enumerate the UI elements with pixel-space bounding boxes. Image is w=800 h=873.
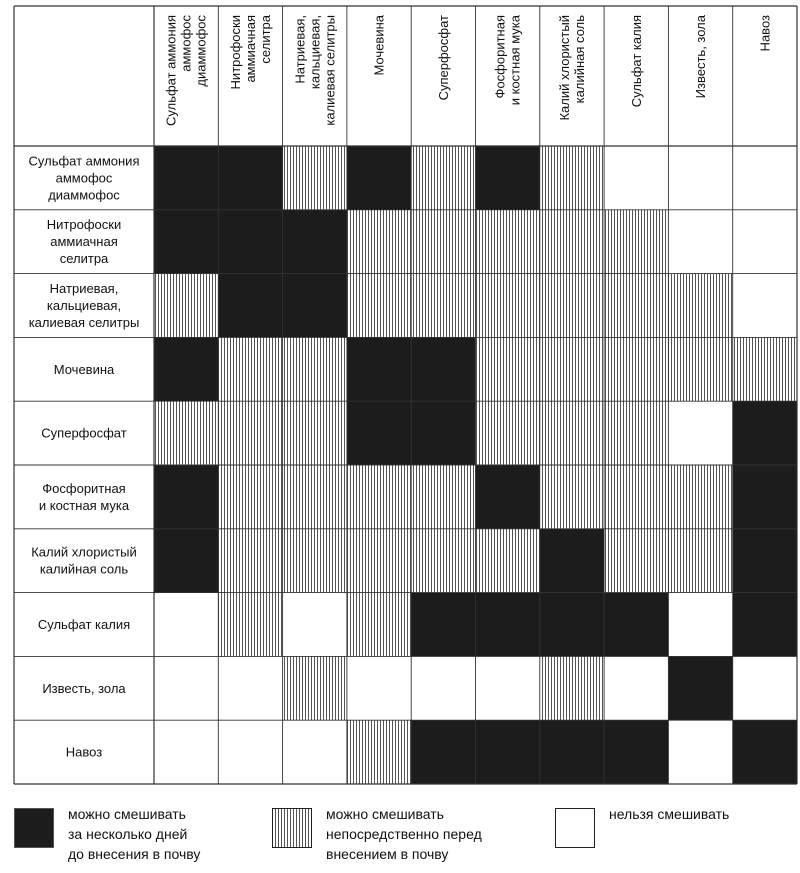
cell-mix-right-before [283, 401, 347, 465]
cell-mix-days-before [540, 529, 604, 593]
legend-item-mix-days-before [14, 808, 200, 864]
cell-mix-days-before [154, 465, 218, 529]
cell-mix-right-before [347, 274, 411, 338]
cell-mix-days-before [733, 465, 797, 529]
cell-mix-right-before [476, 401, 540, 465]
cell-mix-right-before [411, 465, 475, 529]
cell-mix-right-before [540, 656, 604, 720]
cell-incompatible [668, 593, 732, 657]
cell-mix-days-before [733, 720, 797, 784]
cell-mix-right-before [347, 593, 411, 657]
cell-mix-right-before [604, 465, 668, 529]
row-label: Нитрофоски аммиачная селитра [46, 217, 122, 267]
legend-swatch-black [14, 808, 54, 848]
cell-mix-days-before [154, 210, 218, 274]
row-label: Суперфосфат [41, 425, 127, 441]
cell-mix-right-before [604, 337, 668, 401]
cell-incompatible [154, 720, 218, 784]
legend-item-do-not-mix [555, 808, 729, 848]
cell-incompatible [733, 656, 797, 720]
cell-incompatible [411, 656, 475, 720]
column-label: Суперфосфат [435, 15, 451, 101]
cell-mix-days-before [347, 401, 411, 465]
row-label: Сульфат калия [37, 617, 131, 632]
cell-mix-days-before [218, 210, 282, 274]
cell-mix-right-before [668, 465, 732, 529]
column-label: Мочевина [371, 15, 387, 76]
cell-mix-right-before [283, 337, 347, 401]
cell-mix-days-before [540, 720, 604, 784]
cell-incompatible [218, 720, 282, 784]
cell-mix-right-before [604, 210, 668, 274]
row-label: Навоз [65, 744, 103, 760]
cell-incompatible [668, 401, 732, 465]
row-label: Мочевина [53, 361, 115, 377]
cell-mix-right-before [411, 274, 475, 338]
column-label: Сульфат калия [628, 15, 644, 108]
cell-mix-days-before [283, 210, 347, 274]
cell-mix-right-before [154, 274, 218, 338]
cell-incompatible [283, 593, 347, 657]
legend-label: можно смешивать непосредственно перед внесением в почву [326, 806, 482, 862]
cell-mix-days-before [283, 274, 347, 338]
cell-mix-right-before [668, 274, 732, 338]
cell-mix-days-before [411, 593, 475, 657]
row-label: Натриевая, кальциевая, калиевая селитры [28, 281, 140, 330]
cell-mix-days-before [476, 465, 540, 529]
cell-mix-days-before [347, 146, 411, 210]
column-label: Навоз [757, 15, 773, 52]
legend [0, 808, 800, 873]
cell-mix-right-before [347, 529, 411, 593]
cell-mix-days-before [733, 593, 797, 657]
cell-mix-days-before [476, 146, 540, 210]
cell-mix-right-before [411, 146, 475, 210]
cell-mix-right-before [733, 337, 797, 401]
column-label: Сульфат аммонияаммофосдиаммофос [163, 15, 209, 126]
cell-mix-right-before [476, 529, 540, 593]
cell-mix-days-before [347, 337, 411, 401]
cell-mix-right-before [540, 274, 604, 338]
cell-mix-days-before [218, 146, 282, 210]
cell-mix-days-before [154, 529, 218, 593]
cell-mix-right-before [411, 210, 475, 274]
cell-mix-days-before [604, 720, 668, 784]
column-label: Фосфоритнаяи костная мука [492, 15, 523, 106]
column-label: Нитрофоскиаммиачнаяселитра [227, 15, 273, 90]
cell-mix-right-before [283, 146, 347, 210]
cell-mix-right-before [668, 529, 732, 593]
cell-mix-right-before [540, 146, 604, 210]
cell-incompatible [733, 210, 797, 274]
cell-mix-right-before [476, 274, 540, 338]
cell-mix-right-before [604, 529, 668, 593]
cell-mix-days-before [733, 401, 797, 465]
cell-mix-days-before [668, 656, 732, 720]
cell-mix-days-before [604, 593, 668, 657]
cell-incompatible [604, 146, 668, 210]
cell-mix-days-before [154, 146, 218, 210]
cell-incompatible [668, 720, 732, 784]
cell-mix-right-before [604, 401, 668, 465]
cell-incompatible [154, 656, 218, 720]
cell-incompatible [733, 146, 797, 210]
cell-mix-right-before [218, 337, 282, 401]
cell-mix-days-before [476, 593, 540, 657]
cell-mix-right-before [540, 210, 604, 274]
legend-label: нельзя смешивать [609, 806, 730, 822]
cell-incompatible [476, 656, 540, 720]
column-label: Известь, зола [693, 15, 709, 99]
cell-incompatible [604, 656, 668, 720]
cell-mix-days-before [733, 529, 797, 593]
cell-mix-right-before [540, 401, 604, 465]
column-label: Натриевая,кальциевая,калиевая селитры [292, 15, 338, 126]
cell-mix-days-before [540, 593, 604, 657]
row-label: Калий хлористый калийная соль [31, 544, 137, 577]
cell-mix-right-before [218, 593, 282, 657]
cell-incompatible [283, 720, 347, 784]
cell-incompatible [668, 146, 732, 210]
cell-mix-right-before [347, 465, 411, 529]
legend-swatch-hatched [272, 808, 312, 848]
cell-mix-days-before [154, 337, 218, 401]
cell-incompatible [347, 656, 411, 720]
cell-mix-right-before [283, 465, 347, 529]
cell-incompatible [668, 210, 732, 274]
cell-mix-days-before [411, 401, 475, 465]
legend-item-mix-right-before [272, 808, 482, 864]
cell-mix-right-before [283, 656, 347, 720]
cell-mix-right-before [218, 529, 282, 593]
cell-mix-days-before [476, 720, 540, 784]
cell-mix-right-before [347, 210, 411, 274]
cell-mix-right-before [218, 401, 282, 465]
cell-mix-right-before [476, 337, 540, 401]
cell-mix-right-before [476, 210, 540, 274]
cell-mix-right-before [154, 401, 218, 465]
cell-mix-right-before [218, 465, 282, 529]
cell-mix-right-before [347, 720, 411, 784]
cell-mix-right-before [604, 274, 668, 338]
cell-mix-days-before [411, 720, 475, 784]
cell-incompatible [218, 656, 282, 720]
cell-mix-right-before [411, 529, 475, 593]
cell-incompatible [154, 593, 218, 657]
cell-mix-days-before [218, 274, 282, 338]
cell-mix-days-before [411, 337, 475, 401]
legend-swatch-empty [555, 808, 595, 848]
row-label: Известь, зола [42, 680, 126, 696]
row-label: Фосфоритная и костная мука [38, 480, 130, 513]
cell-mix-right-before [540, 337, 604, 401]
column-label: Калий хлористыйкалийная соль [556, 15, 587, 121]
cell-mix-right-before [283, 529, 347, 593]
legend-label: можно смешивать за несколько дней до внесения в почву [68, 806, 201, 862]
cell-incompatible [733, 274, 797, 338]
row-label: Сульфат аммония аммофос диаммофос [28, 153, 140, 203]
cell-mix-right-before [668, 337, 732, 401]
cell-mix-right-before [540, 465, 604, 529]
